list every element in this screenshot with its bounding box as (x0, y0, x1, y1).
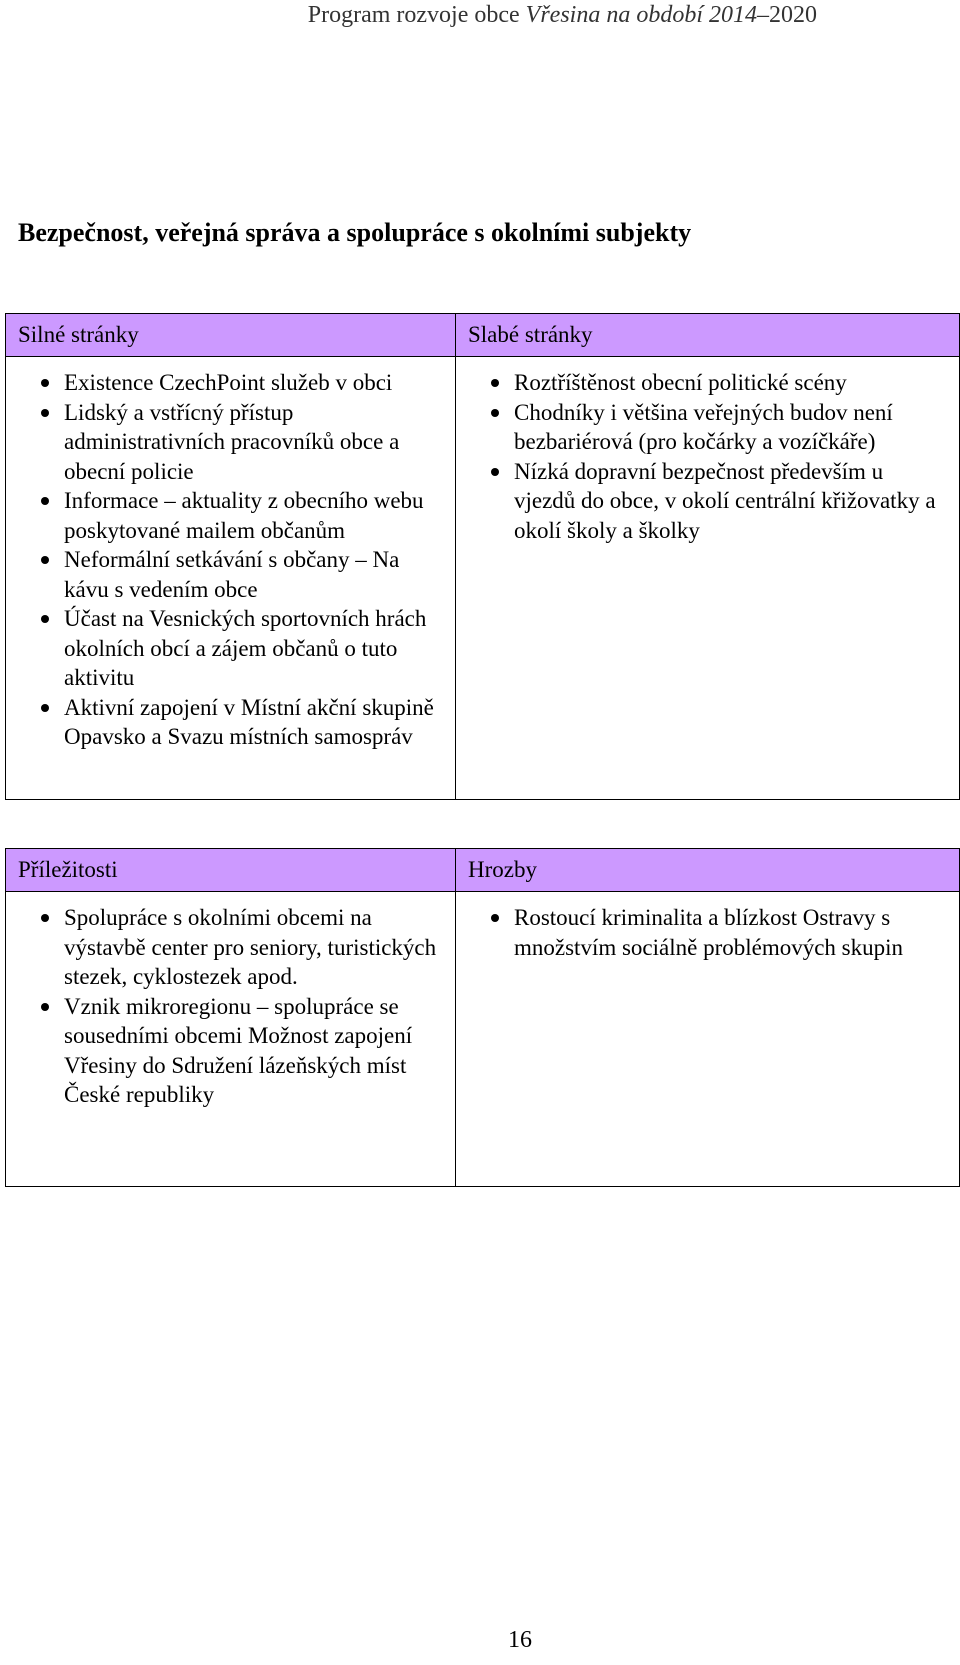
strengths-item: Informace – aktuality z obecního webu poskytované mailem občanům (64, 486, 443, 545)
swot-content-row (6, 892, 960, 1187)
page-number: 16 (508, 1627, 532, 1653)
strengths-heading: Silné stránky (6, 314, 456, 357)
opportunities-list (6, 892, 455, 1110)
weaknesses-item: Chodníky i většina veřejných budov není bezbariérová (pro kočárky a vozíčkáře) (514, 398, 947, 457)
section-title: Bezpečnost, veřejná správa a spolupráce s okolními subjekty (18, 218, 692, 247)
threats-cell (456, 892, 960, 1187)
swot-table-opportunities-threats (5, 848, 960, 1187)
strengths-cell (6, 357, 456, 800)
weaknesses-cell (456, 357, 960, 800)
strengths-list (6, 357, 455, 752)
weaknesses-list (456, 357, 959, 545)
swot-header-row (6, 849, 960, 892)
weaknesses-item: Roztříštěnost obecní politické scény (514, 368, 947, 398)
weaknesses-heading: Slabé stránky (456, 314, 960, 357)
strengths-item: Existence CzechPoint služeb v obci (64, 368, 443, 398)
opportunities-cell (6, 892, 456, 1187)
opportunities-item: Spolupráce s okolními obcemi na výstavbě center pro seniory, turistických stezek, cyklostezek apod. (64, 903, 443, 992)
strengths-item: Aktivní zapojení v Místní akční skupině Opavsko a Svazu místních samospráv (64, 693, 443, 752)
swot-content-row (6, 357, 960, 800)
running-header (0, 0, 960, 30)
header-suffix: –2020 (757, 2, 817, 28)
weaknesses-item: Nízká dopravní bezpečnost především u vjezdů do obce, v okolí centrální křižovatky a okolí školy a školky (514, 457, 947, 546)
strengths-item: Lidský a vstřícný přístup administrativních pracovníků obce a obecní policie (64, 398, 443, 487)
strengths-item: Účast na Vesnických sportovních hrách okolních obcí a zájem občanů o tuto aktivitu (64, 604, 443, 693)
threats-item: Rostoucí kriminalita a blízkost Ostravy s množstvím sociálně problémových skupin (514, 903, 947, 962)
strengths-item: Neformální setkávání s občany – Na kávu s vedením obce (64, 545, 443, 604)
opportunities-item: Vznik mikroregionu – spolupráce se sousedními obcemi Možnost zapojení Vřesiny do Sdružení lázeňských míst České republiky (64, 992, 443, 1110)
threats-list (456, 892, 959, 962)
threats-heading: Hrozby (456, 849, 960, 892)
header-italic: Vřesina na období 2014 (525, 2, 757, 28)
swot-table-strengths-weaknesses (5, 313, 960, 800)
swot-header-row (6, 314, 960, 357)
header-prefix: Program rozvoje obce (307, 2, 520, 28)
opportunities-heading: Příležitosti (6, 849, 456, 892)
